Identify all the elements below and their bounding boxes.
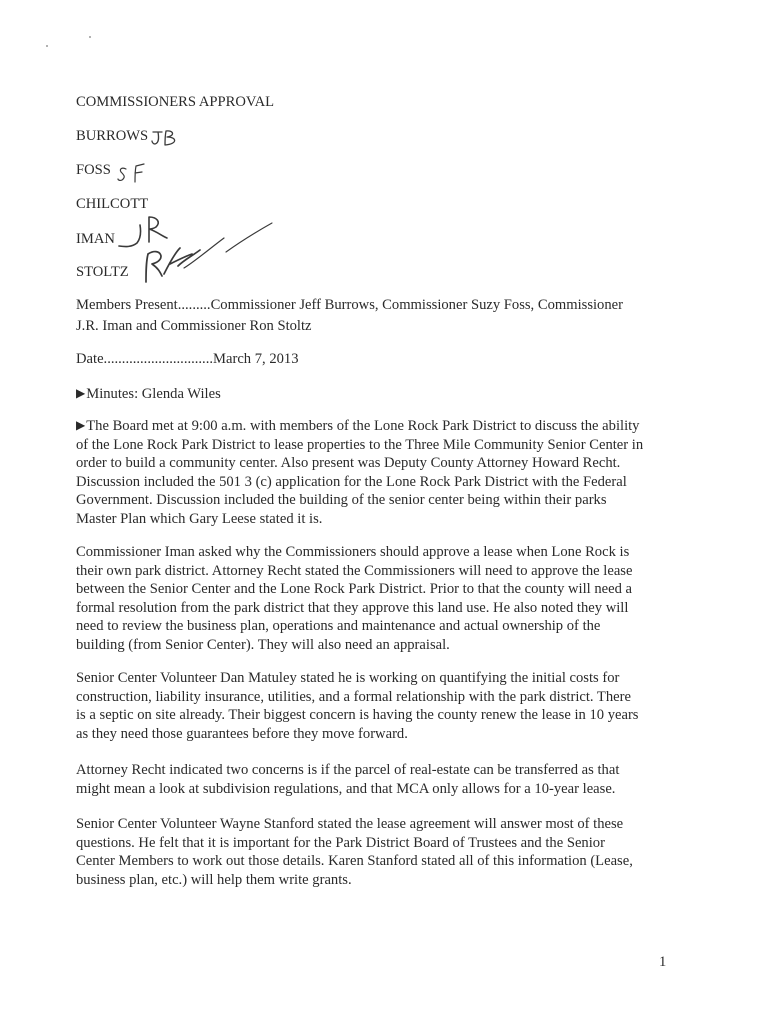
commissioner-iman: IMAN [76,231,115,247]
paragraph-line: Discussion included the 501 3 (c) application for the Lone Rock Park District with the Federal [76,473,627,490]
commissioner-burrows: BURROWS [76,128,149,144]
members-present-line-2: J.R. Iman and Commissioner Ron Stoltz [76,318,312,334]
commissioner-foss: FOSS [76,162,111,178]
paragraph-line: as they need those guarantees before they move forward. [76,725,408,742]
scan-speck [46,45,48,47]
bullet-arrow-icon: ▶ [76,386,86,400]
paragraph-line: business plan, etc.) will help them write grants. [76,871,352,888]
paragraph-line: formal resolution from the park district that they approve this land use. He also noted they will [76,599,629,616]
paragraph-board-meeting [76,416,676,529]
paragraph-line: their own park district. Attorney Recht stated the Commissioners will need to approve the lease [76,562,633,579]
paragraph-line: order to build a community center. Also present was Deputy County Attorney Howard Recht. [76,455,621,472]
paragraph-line: Attorney Recht indicated two concerns is if the parcel of real-estate can be transferred as that [76,762,620,778]
paragraph-matuley [76,669,676,743]
members-present-line-1: Members Present.........Commissioner Jeff Burrows, Commissioner Suzy Foss, Commissioner [76,297,623,313]
paragraph-line: between the Senior Center and the Lone Rock Park District. Prior to that the county will need a [76,581,633,598]
commissioner-stoltz: STOLTZ [76,264,129,280]
approval-heading: COMMISSIONERS APPROVAL [76,94,275,110]
paragraph-line: Senior Center Volunteer Wayne Stanford stated the lease agreement will answer most of these [76,816,624,832]
paragraph-line: Commissioner Iman asked why the Commissioners should approve a lease when Lone Rock is [76,544,630,560]
paragraph-line: Center Members to work out those details. Karen Stanford stated all of this information (Lease, [76,853,633,870]
paragraph-line: might mean a look at subdivision regulations, and that MCA only allows for a 10-year lease. [76,780,616,797]
paragraph-line: building (from Senior Center). They will also need an appraisal. [76,636,450,653]
minutes-recorder [76,385,221,403]
paragraph-stanford [76,815,676,889]
initials-rs [138,236,228,290]
bullet-arrow-icon: ▶ [76,418,86,432]
paragraph-line: construction, liability insurance, utilities, and a formal relationship with the park district. There [76,688,631,705]
initials-jb [150,128,190,152]
paragraph-line: of the Lone Rock Park District to lease properties to the Three Mile Community Senior Center in [76,436,644,453]
paragraph-line: need to review the business plan, operations and maintenance and actual ownership of the [76,618,601,635]
meeting-date: Date..............................March 7, 2013 [76,351,299,367]
paragraph-line: questions. He felt that it is important for the Park District Board of Trustees and the Senior [76,834,605,851]
paragraph-line: is a septic on site already. Their biggest concern is having the county renew the lease in 10 years [76,707,639,724]
paragraph-iman-question [76,543,676,655]
initials-sf [116,160,152,186]
paragraph-line: Master Plan which Gary Leese stated it is. [76,510,323,527]
paragraph-line: Government. Discussion included the building of the senior center being within their parks [76,492,607,509]
paragraph-line: Senior Center Volunteer Dan Matuley stated he is working on quantifying the initial costs for [76,670,620,686]
paragraph-line: ▶The Board met at 9:00 a.m. with members of the Lone Rock Park District to discuss the ability [76,418,640,434]
paragraph-recht-concerns [76,761,676,798]
minutes-recorder-text: Minutes: Glenda Wiles [86,386,221,402]
page-number: 1 [659,954,667,970]
scan-speck [89,36,91,38]
commissioner-chilcott: CHILCOTT [76,196,149,212]
